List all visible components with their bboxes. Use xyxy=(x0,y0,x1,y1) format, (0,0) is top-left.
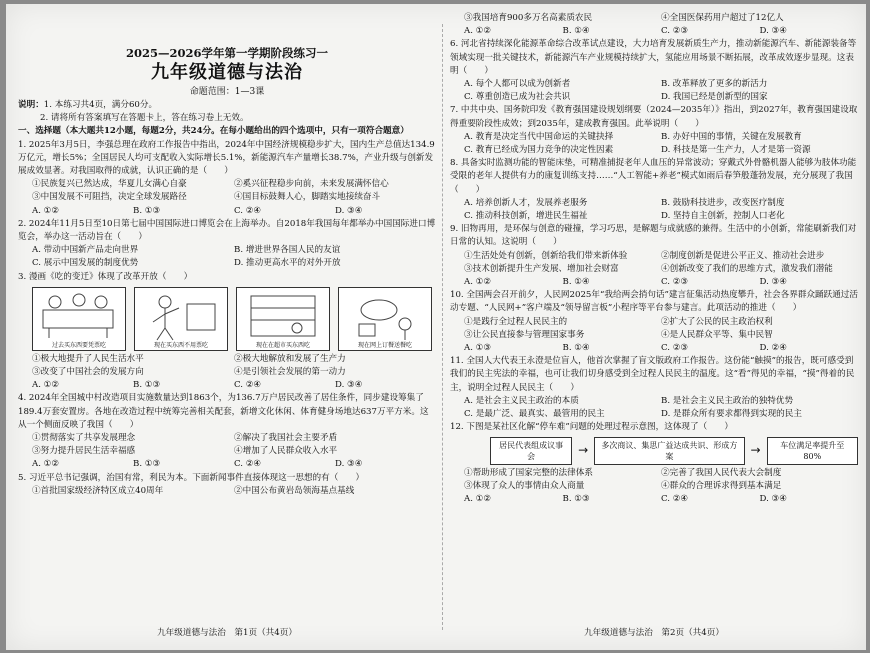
statement: ①是践行全过程人民民主的 xyxy=(464,316,568,327)
statement: ①帮助形成了国家完整的法律体系 xyxy=(464,467,593,478)
statement: ②完善了我国人民代表大会制度 xyxy=(661,467,782,478)
choice-b: B. ①③ xyxy=(133,380,161,391)
choice-d: D. ②④ xyxy=(759,343,787,354)
choice-d: D. ③④ xyxy=(335,205,363,216)
question-6-choices xyxy=(450,78,858,104)
question-1-choices xyxy=(18,205,436,218)
page-1-footer: 九年级道德与法治 第1页（共4页） xyxy=(157,627,297,638)
statement: ④群众的合理诉求得到基本满足 xyxy=(661,480,782,491)
comic-caption: 现在网上订餐送餐吃 xyxy=(357,341,412,349)
question-12-statements xyxy=(450,467,858,493)
question-10-choices xyxy=(450,342,858,355)
page-2 xyxy=(450,12,858,642)
choice-a: A. 带动中国新产品走向世界 xyxy=(32,245,139,256)
question-4-statements xyxy=(18,432,436,458)
choice-a: A. ①③ xyxy=(464,343,492,354)
statement: ③技术创新提升生产发展、增加社会财富 xyxy=(464,263,619,274)
statement: ②制度创新是促进公平正义、推动社会进步 xyxy=(661,250,825,261)
section-1-heading: 一、选择题（本大题共12小题，每题2分，共24分。在每小题给出的四个选项中，只有一项符合题意） xyxy=(18,126,409,137)
choice-b: B. ①③ xyxy=(133,205,161,216)
choice-a: A. ①② xyxy=(464,277,492,288)
choice-c: C. ②③ xyxy=(661,343,689,354)
comic-panel-2 xyxy=(134,287,228,351)
choice-d: D. ③④ xyxy=(759,493,787,504)
comic-drawing-icon xyxy=(135,288,227,350)
flow-step-3: 车位满足率提升至80% xyxy=(767,437,858,465)
comic-drawing-icon xyxy=(237,288,329,350)
question-3-statements xyxy=(18,353,436,379)
comic-drawing-icon xyxy=(33,288,125,350)
exam-scope: 命题范围：1—3课 xyxy=(189,87,265,97)
question-11-stem: 11. 全国人大代表王永澄是位盲人，他首次掌握了盲文版政府工作报告。这份能“触摸”的报告，既可感受到我们的民主宪法的幸福，也可让我们切身感受到全过程人民民主的温度。这“看”得见的幸福，“摸”得着的民主，说明全过程人民民主（ ） xyxy=(450,356,855,393)
choice-c: C. 展示中国发展的制度优势 xyxy=(32,258,139,269)
statement: ②中国公布黄岩岛领海基点基线 xyxy=(234,485,355,496)
statement: ④增加了人民群众收入水平 xyxy=(234,446,338,457)
page-divider xyxy=(442,24,443,630)
question-1-statements xyxy=(18,178,436,204)
statement: ③改变了中国社会的发展方向 xyxy=(32,367,144,378)
comic-caption: 过去买东西要凭票吃 xyxy=(51,341,106,349)
choice-c: C. ②③ xyxy=(661,277,689,288)
choice-b: B. ①③ xyxy=(562,493,590,504)
choice-b: B. 增进世界各国人民的友谊 xyxy=(234,245,341,256)
comic-strip xyxy=(32,287,436,351)
comic-caption: 现在买东西不用票吃 xyxy=(153,341,208,349)
choice-a: A. ①② xyxy=(32,380,60,391)
choice-c: C. 尊重创造已成为社会共识 xyxy=(464,92,571,103)
statement: ①极大地提升了人民生活水平 xyxy=(32,353,144,364)
statement: ②奚兴征程稳步向前，未来发展满怀信心 xyxy=(234,179,389,190)
arrow-right-icon: → xyxy=(578,442,589,457)
choice-b: B. 办好中国的事情，关键在发展教育 xyxy=(661,131,802,142)
comic-caption: 现在在超市买东西吃 xyxy=(255,341,310,349)
question-10-statements xyxy=(450,316,858,342)
flow-diagram xyxy=(490,437,858,465)
choice-d: D. ③④ xyxy=(759,26,787,37)
question-8-choices xyxy=(450,197,858,223)
choice-b: B. 是社会主义民主政治的独特优势 xyxy=(661,395,794,406)
arrow-right-icon: → xyxy=(750,442,761,457)
statement: ④是引领社会发展的第一动力 xyxy=(234,367,346,378)
exam-sheet xyxy=(6,4,866,650)
statement: ①贯彻落实了共享发展理念 xyxy=(32,433,136,444)
choice-a: A. ①② xyxy=(32,205,60,216)
comic-panel-3 xyxy=(236,287,330,351)
statement: ④国目标鼓舞人心，脚踏实地接续奋斗 xyxy=(234,192,381,203)
choice-b: B. ①④ xyxy=(562,26,590,37)
statement: ②解决了我国社会主要矛盾 xyxy=(234,433,338,444)
choice-c: C. ②③ xyxy=(661,26,689,37)
exam-title: 2025—2026学年第一学期阶段练习一 xyxy=(125,46,328,60)
choice-a: A. 培养创新人才，发展养老服务 xyxy=(464,197,588,208)
choice-b: B. ①④ xyxy=(562,343,590,354)
choice-c: C. ②④ xyxy=(661,493,689,504)
choice-d: D. ③④ xyxy=(335,380,363,391)
question-2-stem: 2. 2024年11月5日至10日第七届中国国际进口博览会在上海举办。自2018年我国每年都举办中国国际进口博览会，举办这一活动旨在（ ） xyxy=(18,218,436,243)
choice-d: D. 坚持自主创新，控制人口老化 xyxy=(661,211,785,222)
question-3-choices xyxy=(18,379,436,392)
choice-d: D. 我国已经是创新型的国家 xyxy=(661,92,768,103)
choice-d: D. ③④ xyxy=(759,277,787,288)
question-8-stem: 8. 具备实时监测功能的智能床垫，可精准捕捉老年人血压的异常波动；穿戴式外骨骼机器人能够为肢体功能受限的老年人提供有力的康复训练支持……“人工智能+养老”模式如雨后春笋般蓬勃发展，充分展现了我国（ ） xyxy=(450,158,857,195)
choice-d: D. ③④ xyxy=(335,459,363,470)
note-2: 2. 请将所有答案填写在答题卡上，答在练习卷上无效。 xyxy=(40,113,249,124)
choice-b: B. ①③ xyxy=(133,459,161,470)
choice-a: A. 每个人都可以成为创新者 xyxy=(464,79,571,90)
statement: ③努力提升居民生活幸福感 xyxy=(32,446,136,457)
page-2-footer: 九年级道德与法治 第2页（共4页） xyxy=(584,627,724,638)
question-5-statements-cont xyxy=(450,12,858,25)
question-12-stem: 12. 下图是某社区化解“停车难”问题的处理过程示意图，这体现了（ ） xyxy=(450,422,733,433)
question-3-stem: 3. 漫画《吃的变迁》体现了改革开放（ ） xyxy=(18,271,193,282)
question-1-stem: 1. 2025年3月5日，李强总理在政府工作报告中指出，2024年中国经济规模稳步扩大，国内生产总值达134.9万亿元，增长5%；全国居民人均可支配收入实际增长5.1%，新能源汽车产量增长38.7%，产业升级与创新发展成效显著。对我国取得的成就，认识正确的是（ ） xyxy=(18,139,435,177)
page-1 xyxy=(18,12,436,642)
choice-a: A. ①② xyxy=(464,493,492,504)
choice-a: A. 是社会主义民主政治的本质 xyxy=(464,395,579,406)
question-9-statements xyxy=(450,250,858,276)
choice-c: C. ②④ xyxy=(234,205,262,216)
question-12-choices xyxy=(450,493,858,506)
choice-c: C. ②④ xyxy=(234,459,262,470)
comic-panel-4 xyxy=(338,287,432,351)
question-2-choices xyxy=(18,244,436,270)
choice-d: D. 推动更高水平的对外开放 xyxy=(234,258,341,269)
question-9-choices xyxy=(450,276,858,289)
question-11-choices xyxy=(450,395,858,421)
comic-drawing-icon xyxy=(339,288,431,350)
choice-b: B. 鼓励科技进步，改变医疗制度 xyxy=(661,197,785,208)
comic-panel-1 xyxy=(32,287,126,351)
statement: ④全国医保药用户超过了12亿人 xyxy=(661,13,784,23)
choice-c: C. 是最广泛、最真实、最管用的民主 xyxy=(464,409,605,420)
choice-d: D. 是群众所有要求都得到实现的民主 xyxy=(661,409,802,420)
flow-step-1: 居民代表组成议事会 xyxy=(490,437,572,465)
statement: ①民族复兴已然达成，华夏儿女满心自豪 xyxy=(32,179,187,190)
question-5-statements xyxy=(18,485,436,498)
question-7-stem: 7. 中共中央、国务院印发《教育强国建设规划纲要（2024—2035年）》指出，到2027年，教育强国建设取得重要阶段性成效；到2035年，建成教育强国。此举说明（ ） xyxy=(450,105,858,129)
choice-a: A. ①② xyxy=(32,459,60,470)
question-9-stem: 9. 旧物再用，是环保与创意的碰撞，学习巧思，是解题与成就感的兼得。生活中的小创新，常能刷新我们对日常的认知。这说明（ ） xyxy=(450,224,857,248)
choice-a: A. ①② xyxy=(464,26,492,37)
choice-b: B. 改革释放了更多的新活力 xyxy=(661,79,768,90)
statement: ①首批国家级经济特区成立40周年 xyxy=(32,485,164,496)
choice-b: B. ①④ xyxy=(562,277,590,288)
choice-d: D. 科技是第一生产力，人才是第一资源 xyxy=(661,145,811,156)
question-4-stem: 4. 2024年全国城中村改造项目实施数量达到1863个，为136.7万户居民改善了居住条件，同步建设筹集了189.4万套安置房。各地在改造过程中统筹完善相关配套，新增文化休闲、体育健身场地达637万平方米。这从一个侧面反映了我国（ ） xyxy=(18,393,429,430)
statement: ④是人民群众平等、集中民智 xyxy=(661,329,773,340)
question-4-choices xyxy=(18,458,436,471)
statement: ③中国发展不可阻挡，决定全球发展路径 xyxy=(32,192,187,203)
question-5-stem: 5. 习近平总书记强调，治国有常，利民为本。下面新闻事件直接体现这一思想的有（ ） xyxy=(18,472,365,483)
statement: ③我国培育900多万名高素质农民 xyxy=(464,13,593,23)
statement: ④创新改变了我们的思维方式，激发我们潜能 xyxy=(661,263,833,274)
choice-a: A. 教育是决定当代中国命运的关键抉择 xyxy=(464,131,614,142)
statement: ①生活处处有创新，创新给我们带来新体验 xyxy=(464,250,628,261)
choice-c: C. 教育已经成为国力竞争的决定性因素 xyxy=(464,145,614,156)
question-5-choices xyxy=(450,25,858,38)
statement: ②极大地解放和发展了生产力 xyxy=(234,353,346,364)
statement: ③体现了众人的事情由众人商量 xyxy=(464,480,585,491)
notes xyxy=(18,99,436,112)
question-7-choices xyxy=(450,131,858,157)
choice-c: C. 推动科技创新，增进民生福祉 xyxy=(464,211,588,222)
question-10-stem: 10. 全国两会召开前夕，人民网2025年“我给两会捎句话”建言征集活动热度攀升，社会各界群众踊跃通过活动专题、“人民网+”客户端及“领导留言板”小程序等平台参与建言。此项活动的推进（ ） xyxy=(450,290,858,314)
statement: ③让公民直接参与管理国家事务 xyxy=(464,329,585,340)
notes-label: 说明： xyxy=(18,100,44,110)
question-6-stem: 6. 河北省持续深化能源革命综合改革试点建设，大力培育发展新质生产力，推动新能源汽车、新能源装备等领域实现一批关键技术，新能源汽车产业规模持续扩大，氢能应用场景不断拓展，改革成效逐步显现。这表明（ ） xyxy=(450,39,857,76)
choice-c: C. ②④ xyxy=(234,380,262,391)
flow-step-2: 多次商议、集思广益达成共识、形成方案 xyxy=(594,437,744,465)
statement: ②扩大了公民的民主政治权利 xyxy=(661,316,773,327)
subject-title: 九年级道德与法治 xyxy=(151,62,303,83)
note-1: 1. 本练习共4页，满分60分。 xyxy=(43,100,158,110)
